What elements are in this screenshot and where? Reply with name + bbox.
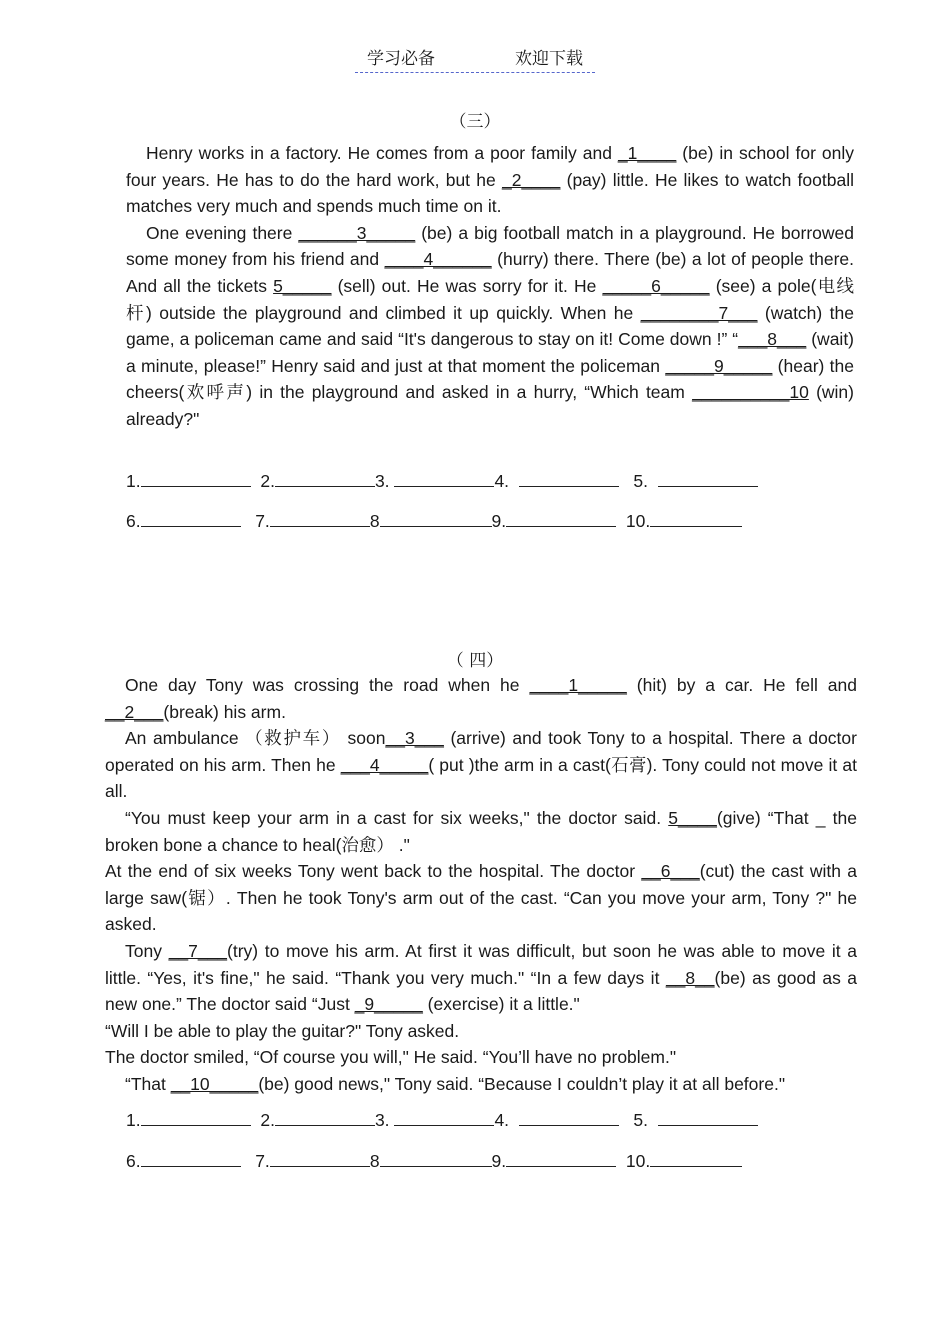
section-4-paragraph-5 [105,938,857,1018]
answer-label: 2. [260,1110,275,1130]
text-run: (wait) a minute, please!” Henry said and just at that moment the policeman [126,329,855,376]
answer-label: 7. [255,1151,270,1171]
text-run: (try) to move his arm. At first it was difficult, but soon he was able to move it a little. “Yes, it's fine," he said. “Thank you very much." “In a few days it [105,940,857,988]
text-run: ( put )the arm in a cast(石膏). Tony could not move it at all. [105,754,857,802]
answer-blank[interactable] [519,469,619,487]
blank-8: __8__ [665,967,715,988]
answer-blank[interactable] [519,1108,619,1126]
answer-blank[interactable] [650,1149,742,1167]
section-4-passage [105,672,857,1098]
blank-4: ____4______ [384,249,492,270]
blank-9: _9_____ [354,994,423,1015]
answer-blank[interactable] [394,1108,494,1126]
answer-label: 1. [126,1110,141,1130]
text-run: An ambulance （救护车） soon [125,728,386,749]
text-run: One day Tony was crossing the road when he [125,675,530,695]
blank-5: 5_____ [273,275,332,296]
answer-label: 7. [255,511,270,531]
answer-blank[interactable] [380,1149,492,1167]
text-run: (see) a pole(电线杆) outside the playground and climbed it up quickly. When he [126,275,854,323]
section-3-paragraph-2 [126,220,854,433]
answer-label: 10. [625,511,651,531]
header-line [355,44,595,73]
text-run: (break) his arm. [163,701,286,722]
answer-blank[interactable] [141,469,251,487]
section-4-title: （ 四） [446,651,504,671]
blank-9: _____9_____ [665,355,773,376]
answer-blank[interactable] [650,509,742,527]
answer-label: 4. [494,1110,510,1130]
text-run: At the end of six weeks Tony went back to the hospital. The doctor [105,861,642,882]
answer-blank[interactable] [275,469,375,487]
section-3-title: （三） [449,112,501,132]
answer-label: 5. [633,471,648,491]
answer-blank[interactable] [658,1108,758,1126]
section-4-paragraph-1 [105,672,857,725]
answer-label: 10. [625,1151,651,1171]
answer-blank[interactable] [141,1149,241,1167]
blank-1: _1____ [617,143,677,163]
section-3-passage [126,140,854,433]
text-run: (be) as good as a new one.” The doctor said “Just [105,967,857,1015]
blank-6: __6___ [641,861,700,882]
answer-label: 6. [126,1151,141,1171]
page-header [0,44,950,73]
text-run: Tony [125,940,169,961]
section-4-answers-row-2 [126,1149,742,1172]
answer-label: 3. [374,1110,390,1130]
text-run: (pay) little. He likes to watch football matches very much and spends much time on it. [126,169,854,217]
blank-6: _____6_____ [602,275,710,296]
section-4-paragraph-8 [105,1071,857,1098]
text-run: “That [125,1073,171,1094]
section-4-paragraph-3 [105,805,857,858]
answer-label: 9. [491,511,507,531]
blank-4: ___4_____ [340,754,429,775]
text-run: (sell) out. He was sorry for it. He [331,275,603,296]
text-run: (be) in school for only four years. He has to do the hard work, but he [126,143,854,190]
answer-label: 3. [374,471,390,491]
section-4-paragraph-2 [105,725,857,805]
answer-label: 8 [369,511,380,531]
section-3-answers-row-1 [126,469,758,492]
answer-blank[interactable] [394,469,494,487]
text-run: Henry works in a factory. He comes from a poor family and [146,143,618,163]
blank-5: 5____ [668,807,717,828]
text-run: One evening there [146,222,299,243]
text-run: (exercise) it a little." [422,994,580,1015]
header-left-text: 学习必备 [367,49,435,69]
section-4-paragraph-4 [105,858,857,938]
blank-10: __________10 [692,382,809,403]
answer-blank[interactable] [270,1149,370,1167]
text-run: (be) a big football match in a playground. He borrowed some money from his friend and [126,222,854,270]
answer-label: 6. [126,511,141,531]
answer-blank[interactable] [275,1108,375,1126]
blank-7: ________7___ [640,302,758,323]
text-run: (be) good news," Tony said. “Because I couldn’t play it at all before." [258,1073,786,1094]
text-run: (arrive) and took Tony to a hospital. There a doctor operated on his arm. Then he [105,728,857,775]
text-run: (hear) the cheers(欢呼声) in the playground and asked in a hurry, “Which team [126,355,854,403]
answer-blank[interactable] [141,509,241,527]
answer-label: 8 [369,1151,380,1171]
answer-label: 4. [494,471,510,491]
text-run: (give) “That _ the broken bone a chance to heal(治愈） ." [105,807,857,855]
section-4-answers-row-1 [126,1108,758,1131]
blank-2: _2____ [501,169,561,190]
blank-2: __2___ [105,701,164,722]
answer-blank[interactable] [658,469,758,487]
answer-blank[interactable] [141,1108,251,1126]
section-4-paragraph-7: The doctor smiled, “Of course you will," He said. “You’ll have no problem." [105,1047,677,1068]
section-3-paragraph-1 [126,140,854,220]
answer-blank[interactable] [506,1149,616,1167]
answer-blank[interactable] [380,509,492,527]
blank-7: __7___ [168,940,228,961]
blank-10: __10_____ [170,1073,259,1094]
text-run: (hit) by a car. He fell and [626,675,857,695]
blank-3: __3___ [385,728,444,749]
answer-label: 5. [633,1110,648,1130]
section-4-paragraph-6: “Will I be able to play the guitar?" Tony asked. [105,1020,460,1041]
answer-blank[interactable] [270,509,370,527]
answer-label: 9. [491,1151,507,1171]
text-run: (win) already?" [126,382,854,429]
answer-blank[interactable] [506,509,616,527]
text-run: (watch) the game, a policeman came and said “It's dangerous to stay on it! Come down !” “ [126,302,854,350]
text-run: (cut) the cast with a large saw(锯）. Then he took Tony's arm out of the cast. “Can you move your arm, Tony ?" he asked. [105,861,857,935]
blank-3: ______3_____ [298,222,416,243]
answer-label: 1. [126,471,141,491]
blank-8: ___8___ [738,329,807,350]
text-run: “You must keep your arm in a cast for six weeks," the doctor said. [125,807,669,828]
text-run: (hurry) there. There (be) a lot of people there. And all the tickets [126,249,854,296]
header-right-text: 欢迎下载 [515,49,583,69]
answer-label: 2. [260,471,275,491]
section-3-answers-row-2 [126,509,742,532]
blank-1: ____1_____ [529,675,627,695]
